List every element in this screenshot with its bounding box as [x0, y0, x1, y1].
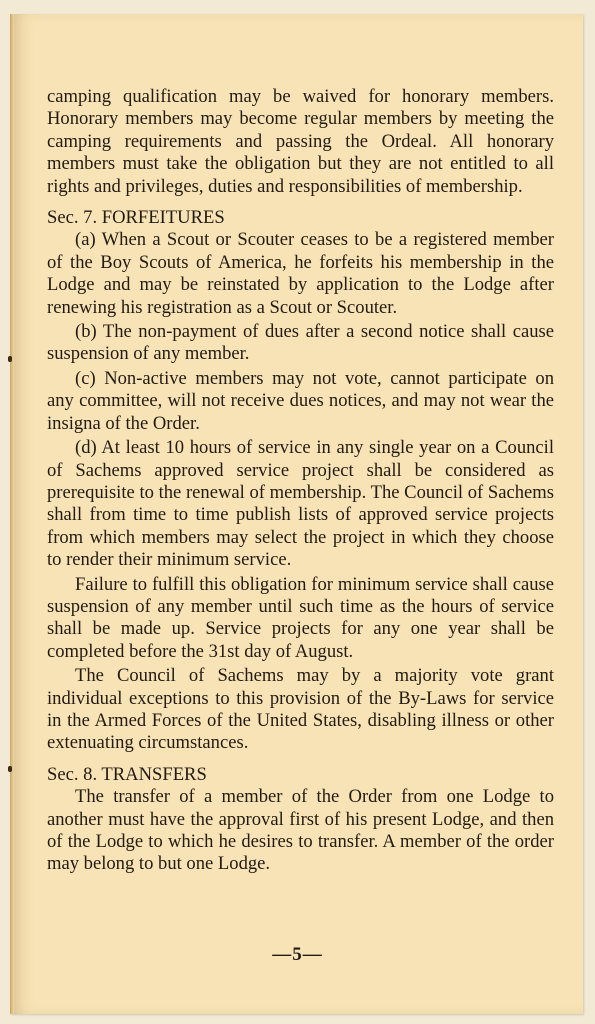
paragraph-forfeiture-c: (c) Non-active members may not vote, cannot participate on any committee, will not receive dues notices, and may not wear the insigna of the Order.: [47, 367, 554, 434]
paragraph-council-exceptions: The Council of Sachems may by a majority vote grant individual exceptions to this provision of the By-Laws for service in the Armed Forces of the United States, disabling illness or other extenuating circumstances.: [47, 665, 554, 754]
paragraph-forfeiture-a: (a) When a Scout or Scouter ceases to be a registered member of the Boy Scouts of America, he forfeits his membership in the Lodge and may be reinstated by application to the Lodge after renewing his registration as a Scout or Scouter.: [47, 229, 554, 318]
paragraph-forfeiture-b: (b) The non-payment of dues after a second notice shall cause suspension of any member.: [47, 321, 554, 365]
section-heading-transfers: Sec. 8. TRANSFERS: [47, 763, 207, 785]
paragraph-forfeiture-d: (d) At least 10 hours of service in any single year on a Council of Sachems approved service project shall be considered as prerequisite to the renewal of membership. The Council of Sachems shall from time to time publish lists of approved service projects from which members may select the project in which they choose to render their minimum service.: [47, 437, 554, 571]
document-body: [47, 86, 554, 876]
page-binding-edge: [10, 14, 14, 1014]
paragraph-honorary: camping qualification may be waived for honorary members. Honorary members may become regular members by meeting the camping requirements and passing the Ordeal. All honorary members must take the obligation but they are not entitled to all rights and privileges, duties and responsibilities of membership.: [47, 86, 554, 197]
page-number: —5—: [272, 944, 323, 965]
binding-mark: [8, 356, 12, 362]
binding-mark: [8, 766, 12, 772]
paragraph-failure: Failure to fulfill this obligation for minimum service shall cause suspension of any member until such time as the hours of service shall be made up. Service projects for any one year shall be completed before the 31st day of August.: [47, 573, 554, 662]
paragraph-transfers: The transfer of a member of the Order from one Lodge to another must have the approval first of his present Lodge, and then of the Lodge to which he desires to transfer. A member of the order may belong to but one Lodge.: [47, 786, 554, 875]
section-heading-forfeitures: Sec. 7. FORFEITURES: [47, 207, 225, 229]
